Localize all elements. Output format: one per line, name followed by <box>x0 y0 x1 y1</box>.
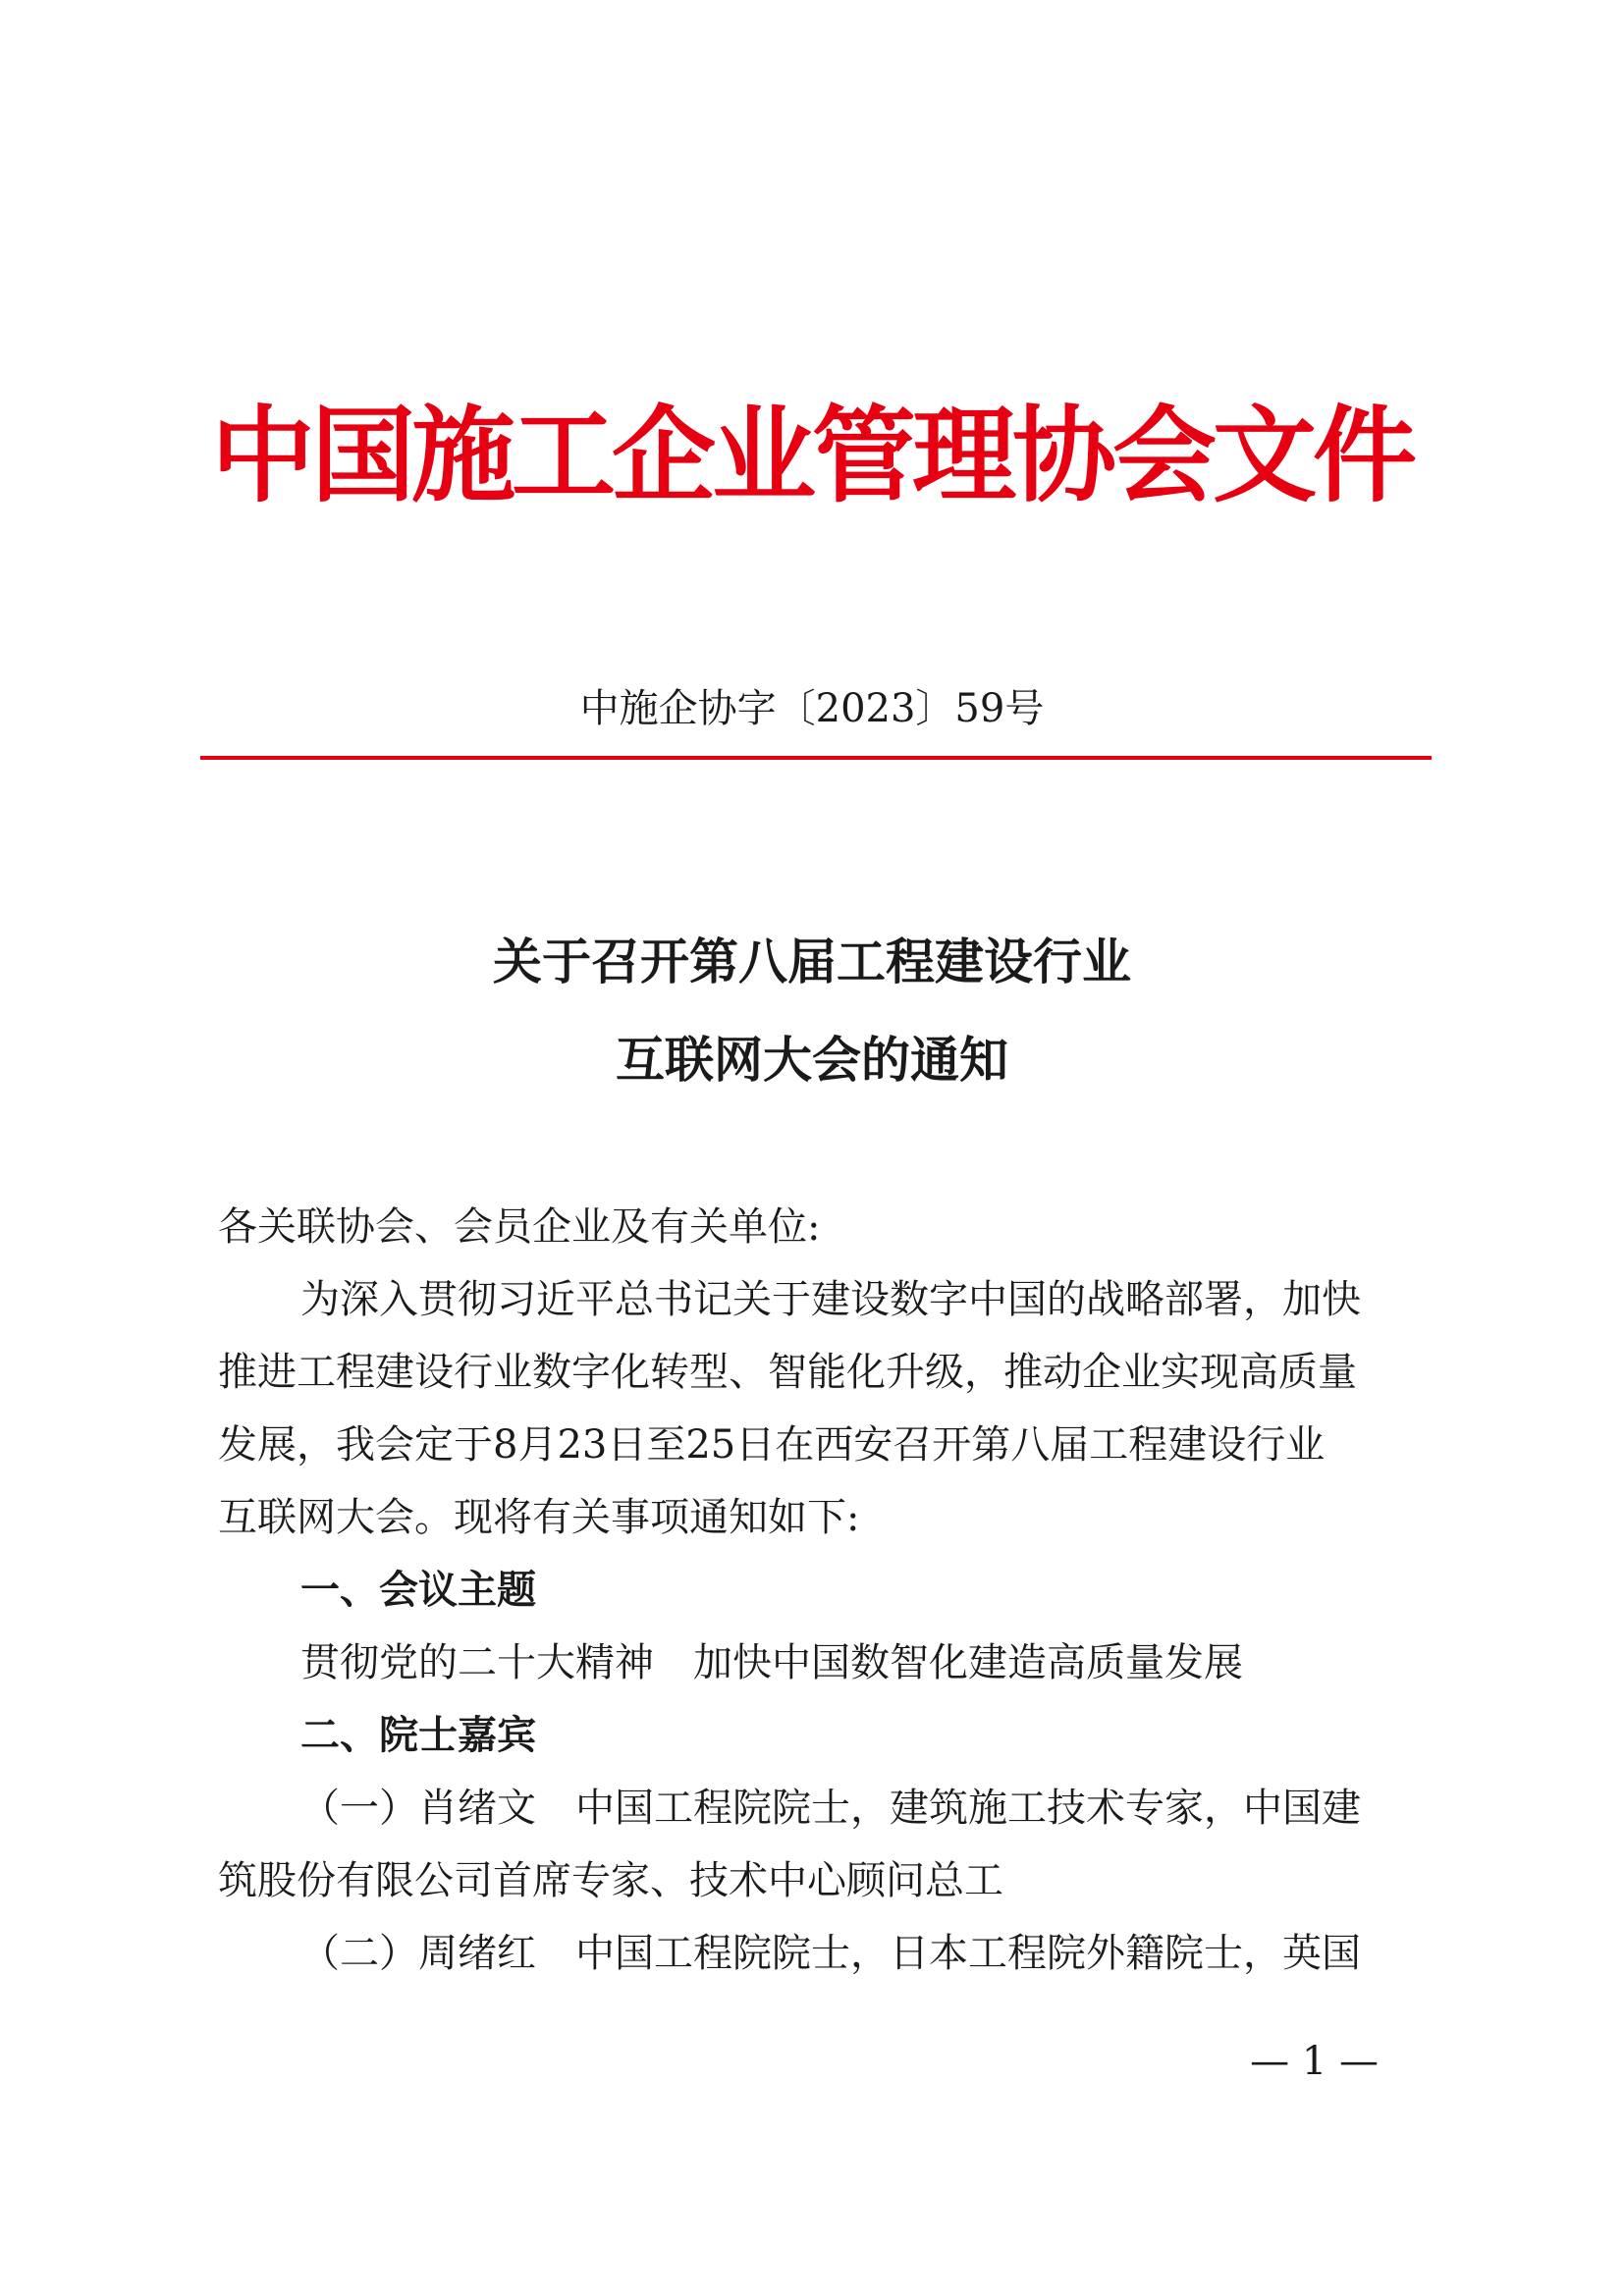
guest-1-line-1: （一）肖绪文 中国工程院院士，建筑施工技术专家，中国建 <box>300 1786 1361 1831</box>
intro-line-4: 互联网大会。现将有关事项通知如下: <box>218 1495 860 1540</box>
notice-title-line-2: 互联网大会的通知 <box>616 1031 1008 1089</box>
page-number: — 1 — <box>1250 2039 1379 2084</box>
intro-line-3: 发展，我会定于8月23日至25日在西安召开第八届工程建设行业 <box>218 1422 1326 1468</box>
section-2-heading: 二、院士嘉宾 <box>300 1712 536 1758</box>
intro-line-1: 为深入贯彻习近平总书记关于建设数字中国的战略部署，加快 <box>300 1277 1361 1322</box>
notice-title-line-1: 关于召开第八届工程建设行业 <box>493 933 1131 990</box>
salutation: 各关联协会、会员企业及有关单位: <box>218 1204 821 1250</box>
section-1-text: 贯彻党的二十大精神 加快中国数智化建造高质量发展 <box>300 1640 1243 1685</box>
document-header-title: 中国施工企业管理协会文件 <box>211 394 1413 516</box>
guest-2-line-1: （二）周绪红 中国工程院院士，日本工程院外籍院士，英国 <box>300 1931 1361 1976</box>
guest-1-line-2: 筑股份有限公司首席专家、技术中心顾问总工 <box>218 1858 1003 1903</box>
red-divider-line <box>200 756 1432 760</box>
section-1-heading: 一、会议主题 <box>300 1567 536 1613</box>
document-number: 中施企协字〔2023〕59号 <box>579 686 1045 731</box>
intro-line-2: 推进工程建设行业数字化转型、智能化升级，推动企业实现高质量 <box>218 1350 1357 1395</box>
